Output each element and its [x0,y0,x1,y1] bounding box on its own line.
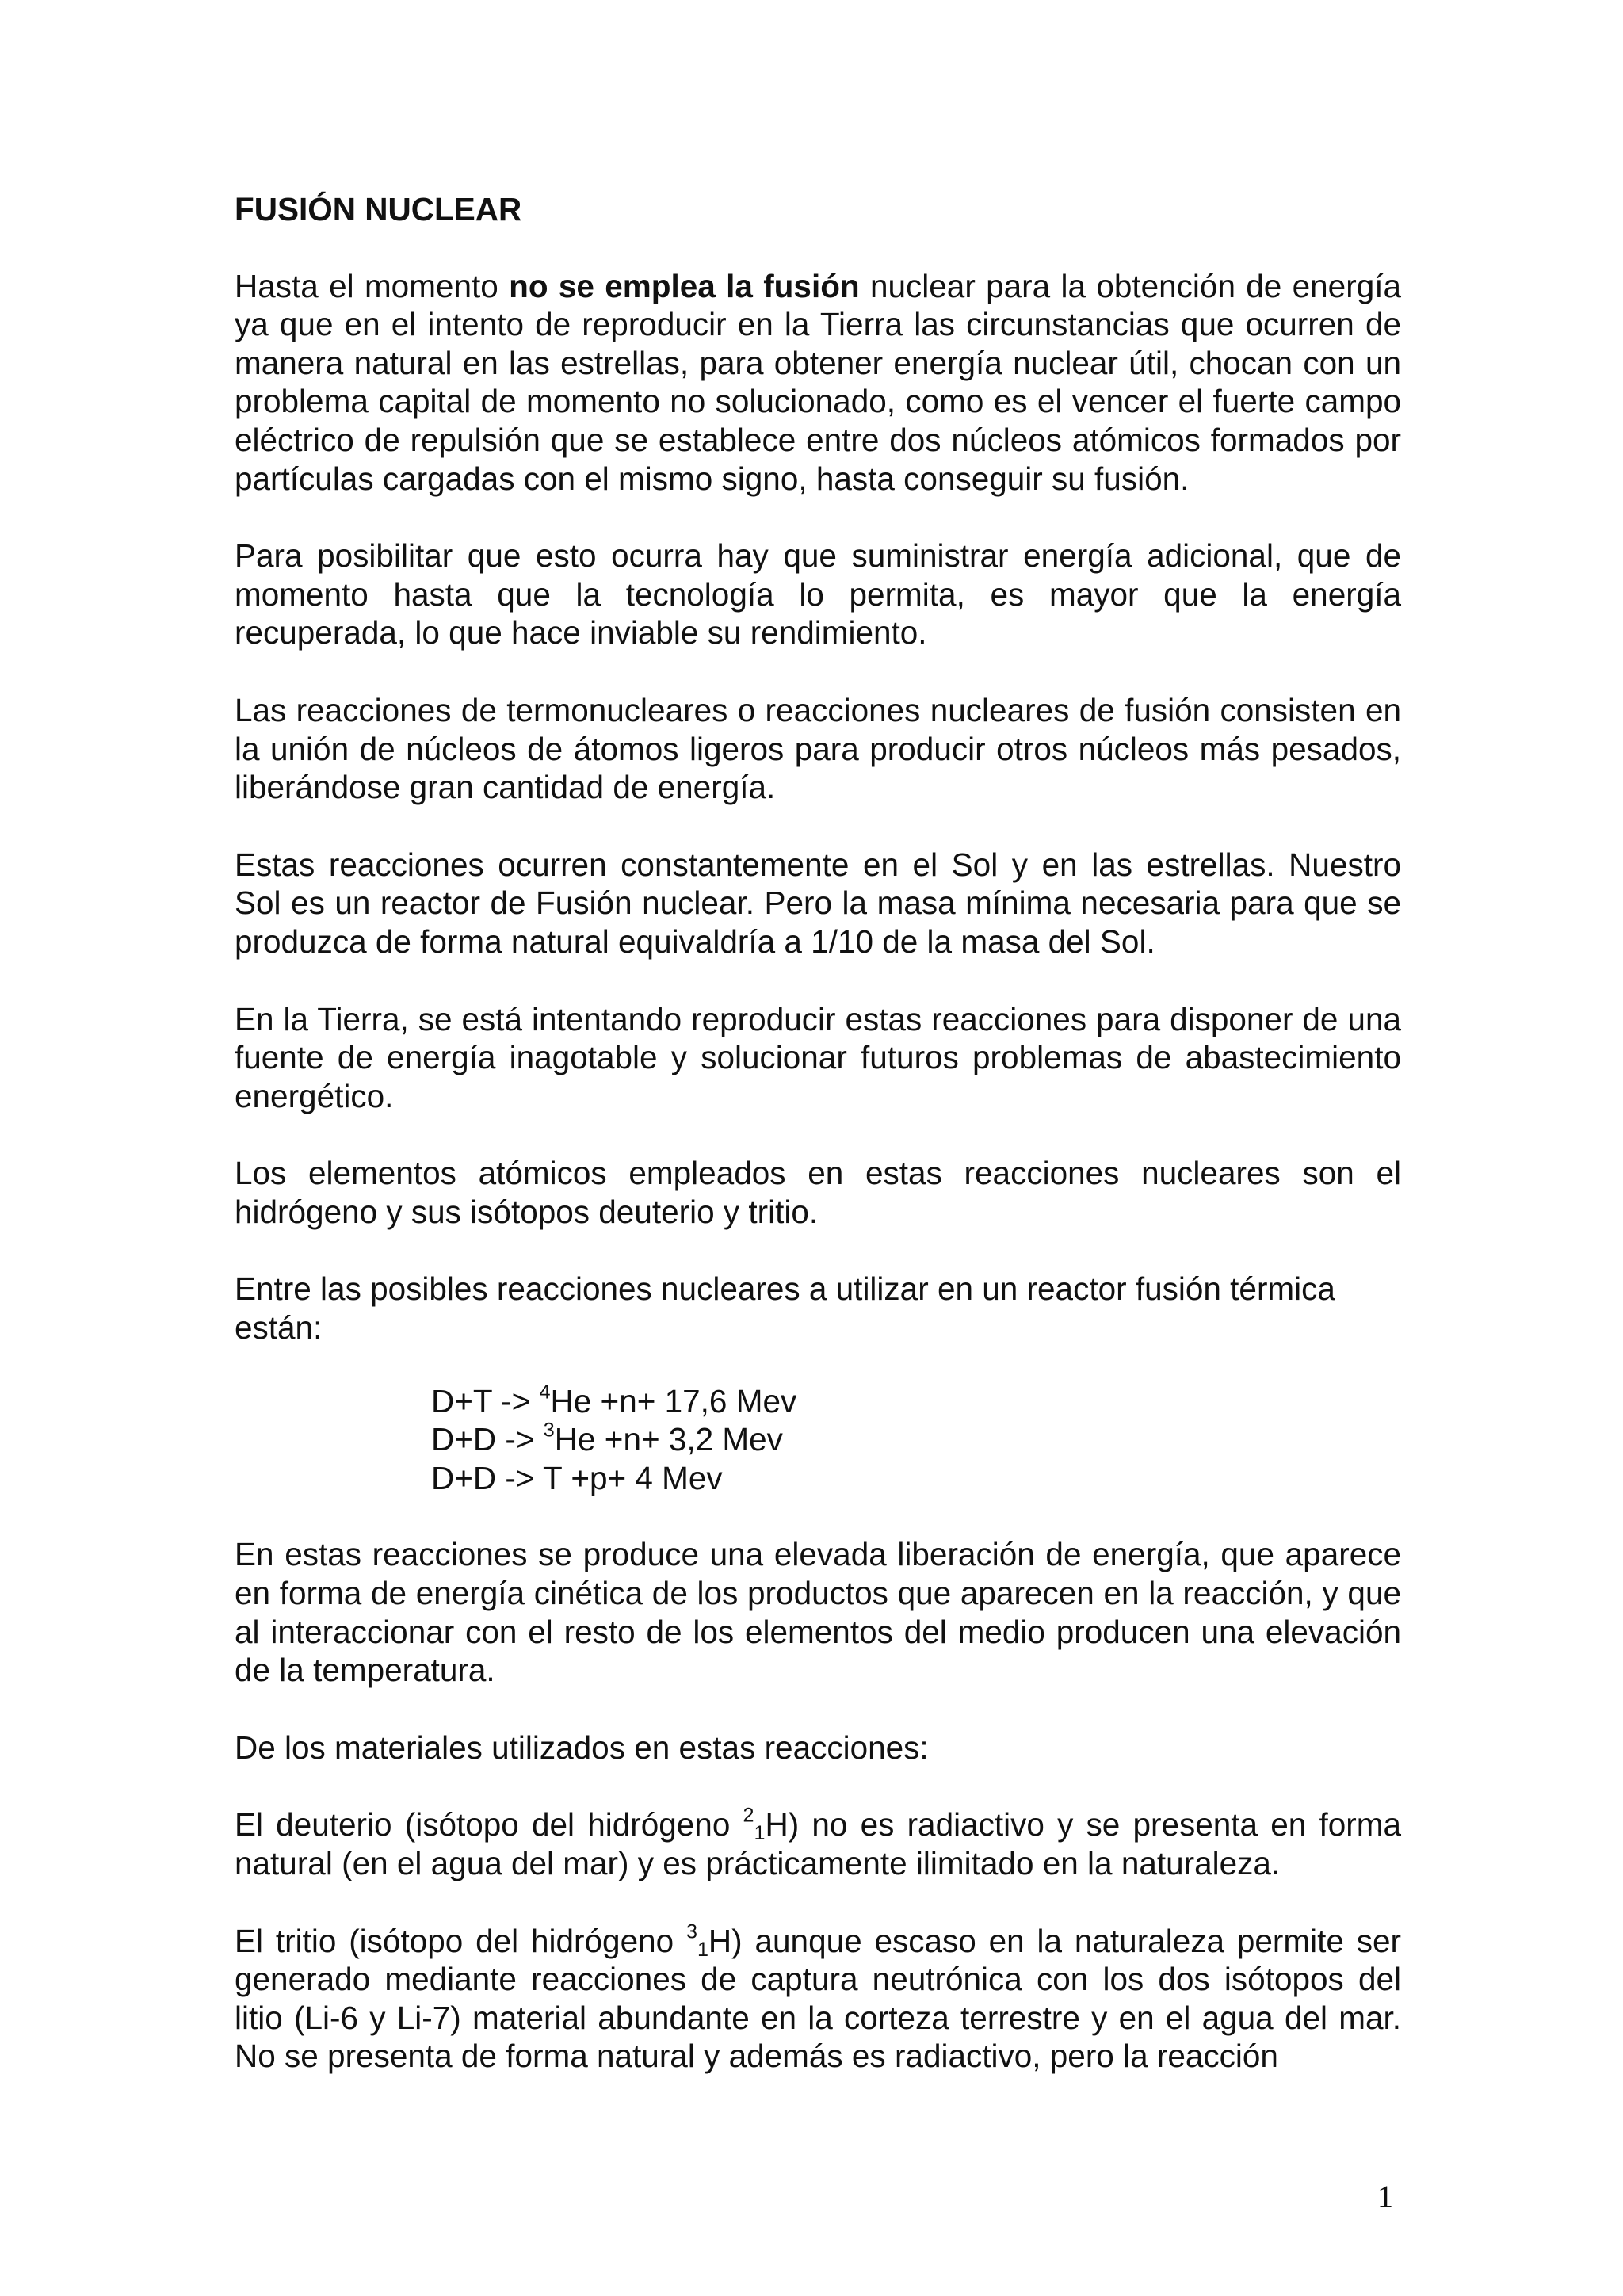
paragraph-1-intro: Hasta el momento [235,267,510,304]
equation-dd-he-reactants: D+D -> [431,1421,544,1458]
paragraph-10-rest: H) no es radiactivo y se presenta en forma natural (en el agua del mar) y es prácticamente ilimitado en la naturaleza. [235,1806,1401,1881]
paragraph-1-rest: nuclear para la obtención de energía ya que en el intento de reproducir en la Tierra las circunstancias que ocurren de manera natural en las estrellas, para obtener energía nuclear útil, chocan con un problema capital de momento no solucionado, como es el vencer el fuerte campo eléctrico de repulsión que se establece entre dos núcleos atómicos formados por partículas cargadas con el mismo signo, hasta conseguir su fusión. [235,267,1401,497]
paragraph-4: Estas reacciones ocurren constantemente en el Sol y en las estrellas. Nuestro Sol es un reactor de Fusión nuclear. Pero la masa mínima necesaria para que se produzca de forma natural equivaldría a 1/10 de la masa del Sol. [235,846,1401,960]
paragraph-2: Para posibilitar que esto ocurra hay que suministrar energía adicional, que de momento hasta que la tecnología lo permita, es mayor que la energía recuperada, lo que hace inviable su rendimiento. [235,537,1401,651]
paragraph-3: Las reacciones de termonucleares o reacciones nucleares de fusión consisten en la unión de núcleos de átomos ligeros para producir otros núcleos más pesados, liberándose gran cantidad de energía. [235,691,1401,806]
paragraph-11 [235,1922,1401,2076]
paragraph-1 [235,267,1401,499]
paragraph-1-emphasis: no se emplea la fusión [509,267,860,304]
equation-dd-he-products: He +n+ 3,2 Mev [554,1421,783,1458]
equation-dt-products: He +n+ 17,6 Mev [550,1382,797,1419]
paragraph-6: Los elementos atómicos empleados en estas reacciones nucleares son el hidrógeno y sus isótopos deuterio y tritio. [235,1155,1401,1230]
paragraph-11-rest: H) aunque escaso en la naturaleza permite ser generado mediante reacciones de captura neutrónica con los dos isótopos del litio (Li-6 y Li-7) material abundante en la corteza terrestre y en el agua del mar. No se presenta de forma natural y además es radiactivo, pero la reacción [235,1922,1401,2075]
tritium-mass-number: 3 [685,1920,697,1943]
paragraph-11-intro: El tritio (isótopo del hidrógeno [235,1922,686,1959]
equation-dt-reactants: D+T -> [431,1382,540,1419]
paragraph-5: En la Tierra, se está intentando reproducir estas reacciones para disponer de una fuente de energía inagotable y solucionar futuros problemas de abastecimiento energético. [235,1000,1401,1114]
deuterium-atomic-number: 1 [754,1822,766,1845]
equation-dt-mass-number: 4 [539,1381,551,1404]
paragraph-7: Entre las posibles reacciones nucleares a utilizar en un reactor fusión térmica están: [235,1270,1335,1347]
deuterium-mass-number: 2 [743,1804,754,1827]
tritium-atomic-number: 1 [697,1938,708,1961]
equation-dd-t: D+D -> T +p+ 4 Mev [431,1459,723,1496]
page-number: 1 [1377,2179,1393,2214]
equation-dd-he-mass-number: 3 [543,1419,555,1442]
paragraph-10 [235,1805,1401,1882]
equation-dd-he [431,1420,1401,1459]
document-title: FUSIÓN NUCLEAR [235,191,522,227]
reaction-equations [235,1382,1401,1498]
paragraph-8: En estas reacciones se produce una elevada liberación de energía, que aparece en forma de energía cinética de los productos que aparecen en la reacción, y que al interaccionar con el resto de los elementos del medio producen una elevación de la temperatura. [235,1536,1401,1689]
document-body [235,190,1401,2115]
paragraph-10-intro: El deuterio (isótopo del hidrógeno [235,1806,743,1843]
paragraph-9: De los materiales utilizados en estas reacciones: [235,1729,929,1766]
equation-dt [431,1382,1401,1421]
